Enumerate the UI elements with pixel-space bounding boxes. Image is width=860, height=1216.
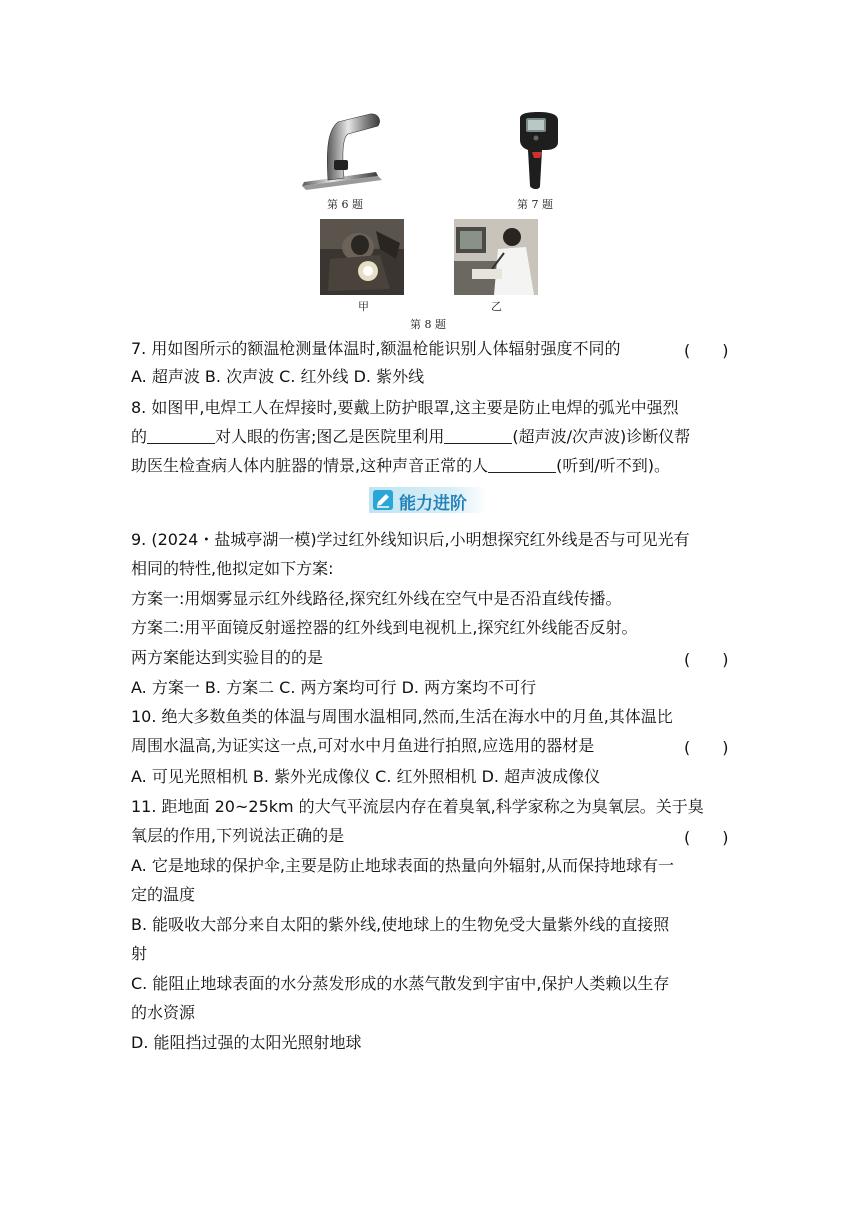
q9-line-1: 9. (2024・盐城亭湖一模)学过红外线知识后,小明想探究红外线是否与可见光有 — [131, 530, 690, 549]
q11-answer-bracket: ( ) — [684, 828, 729, 847]
q8-blank-1[interactable] — [147, 429, 215, 444]
q10-line-1: 10. 绝大多数鱼类的体温与周围水温相同,然而,生活在海水中的月鱼,其体温比 — [131, 707, 673, 726]
q9-line-3: 方案一:用烟雾显示红外线路径,探究红外线在空气中是否沿直线传播。 — [131, 589, 622, 608]
q9-line-5: 两方案能达到实验目的的是 — [131, 648, 324, 667]
q9-line-2: 相同的特性,他拟定如下方案: — [131, 559, 334, 578]
q10-line-2: 周围水温高,为证实这一点,可对水中月鱼进行拍照,应选用的器材是 — [131, 736, 595, 755]
q11-line-2: 氧层的作用,下列说法正确的是 — [131, 826, 345, 845]
q8-line-3a: 助医生检查病人体内脏器的情景,这种声音正常的人 — [131, 456, 489, 475]
q8-line-3 — [131, 455, 670, 477]
figure-6-caption: 第 6 题 — [327, 198, 363, 211]
ultrasound-photo — [454, 219, 538, 295]
q7-answer-bracket: ( ) — [684, 341, 729, 360]
q11-option-a-line-2: 定的温度 — [131, 885, 196, 904]
q11-option-c-line-2: 的水资源 — [131, 1003, 196, 1022]
figure-8-label-yi: 乙 — [491, 300, 502, 313]
q8-line-2 — [131, 426, 690, 448]
q8-blank-3[interactable] — [488, 458, 556, 473]
q8-line-2c: (超声波/次声波)诊断仪帮 — [512, 427, 691, 446]
q11-option-b-line-1: B. 能吸收大部分来自太阳的紫外线,使地球上的生物免受大量紫外线的直接照 — [131, 915, 670, 934]
q11-option-c-line-1: C. 能阻止地球表面的水分蒸发形成的水蒸气散发到宇宙中,保护人类赖以生存 — [131, 974, 670, 993]
q8-line-2b: 对人眼的伤害;图乙是医院里利用 — [215, 427, 445, 446]
welding-photo — [320, 219, 404, 295]
figure-7-caption: 第 7 题 — [517, 198, 553, 211]
q11-line-1: 11. 距地面 20~25km 的大气平流层内存在着臭氧,科学家称之为臭氧层。关于臭 — [131, 797, 704, 816]
q9-line-4: 方案二:用平面镜反射遥控器的红外线到电视机上,探究红外线能否反射。 — [131, 618, 638, 637]
q7-stem: 7. 用如图所示的额温枪测量体温时,额温枪能识别人体辐射强度不同的 — [131, 339, 621, 358]
q11-option-b-line-2: 射 — [131, 944, 148, 963]
q11-option-a-line-1: A. 它是地球的保护伞,主要是防止地球表面的热量向外辐射,从而保持地球有一 — [131, 856, 675, 875]
infrared-thermometer-icon — [512, 112, 564, 192]
q8-blank-2[interactable] — [444, 429, 512, 444]
section-title: 能力进阶 — [399, 494, 467, 514]
q8-line-3b: (听到/听不到)。 — [556, 456, 670, 475]
figure-8-caption: 第 8 题 — [410, 318, 446, 331]
q10-options: A. 可见光照相机 B. 紫外光成像仪 C. 红外照相机 D. 超声波成像仪 — [131, 767, 601, 786]
pencil-edit-icon — [373, 490, 393, 510]
figure-8-label-jia: 甲 — [358, 300, 369, 313]
q9-answer-bracket: ( ) — [684, 650, 729, 669]
q7-options: A. 超声波 B. 次声波 C. 红外线 D. 紫外线 — [131, 367, 425, 386]
section-banner — [369, 487, 487, 513]
q8-line-1: 8. 如图甲,电焊工人在焊接时,要戴上防护眼罩,这主要是防止电焊的弧光中强烈 — [131, 398, 679, 417]
q11-option-d: D. 能阻挡过强的太阳光照射地球 — [131, 1033, 362, 1052]
q9-options: A. 方案一 B. 方案二 C. 两方案均可行 D. 两方案均不可行 — [131, 678, 537, 697]
q8-line-2a: 的 — [131, 427, 148, 446]
q10-answer-bracket: ( ) — [684, 738, 729, 757]
faucet-icon — [298, 108, 384, 192]
